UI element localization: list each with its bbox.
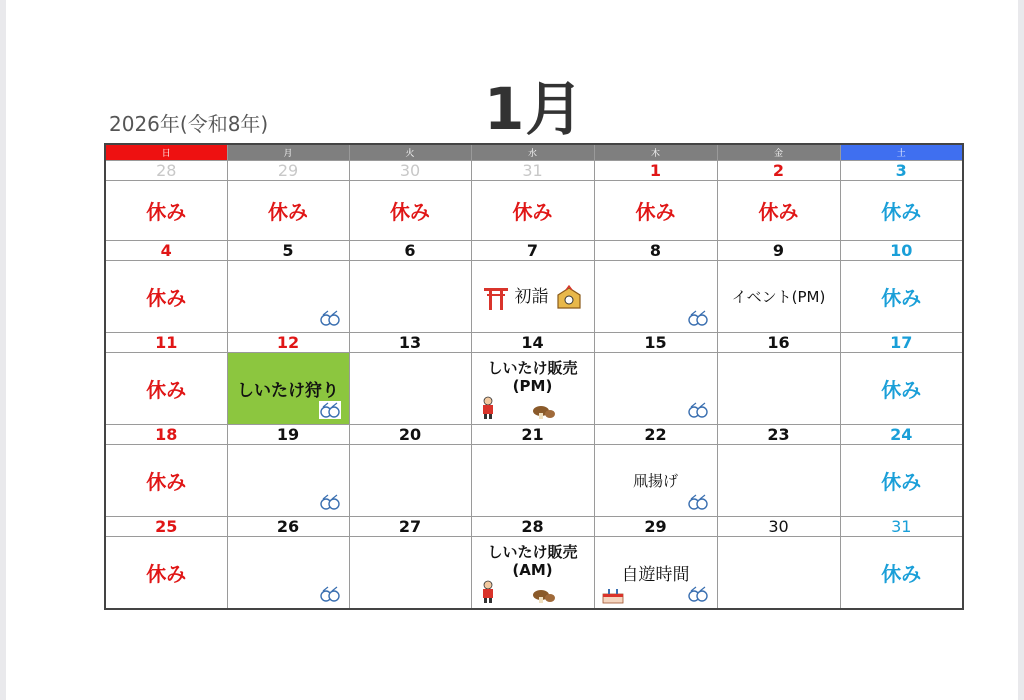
date-cell: 9 (717, 241, 840, 261)
event-label: 初詣 (514, 287, 549, 308)
shoes-icon (319, 585, 341, 603)
date-cell: 22 (594, 425, 717, 445)
holiday-label: 休み (758, 200, 799, 224)
event-label: しいたけ狩り (237, 381, 339, 401)
shoes-icon (319, 309, 341, 327)
day-cell (717, 181, 840, 241)
shoes-icon (319, 401, 341, 419)
date-cell: 15 (594, 333, 717, 353)
event-label: 凧揚げ (632, 472, 678, 490)
day-cell (471, 353, 594, 425)
day-cell (471, 537, 594, 610)
day-cell (105, 445, 227, 517)
person-icon (478, 580, 498, 604)
date-cell: 26 (227, 517, 349, 537)
month-title: 1月 (484, 75, 585, 143)
week-2-dates (105, 241, 963, 261)
year-label: 2026年(令和8年) (109, 112, 269, 136)
shoes-icon (319, 493, 341, 511)
day-cell (227, 537, 349, 610)
day-cell (105, 261, 227, 333)
day-cell (471, 181, 594, 241)
holiday-label: 休み (881, 200, 922, 224)
weekday-sat: 土 (840, 144, 963, 161)
event-line: (PM) (512, 377, 553, 395)
date-cell: 8 (594, 241, 717, 261)
date-cell: 21 (471, 425, 594, 445)
weekday-thu: 木 (594, 144, 717, 161)
holiday-label: 休み (146, 562, 187, 586)
date-cell: 20 (349, 425, 471, 445)
date-cell: 1 (594, 161, 717, 181)
date-cell: 16 (717, 333, 840, 353)
day-cell (594, 445, 717, 517)
date-cell: 5 (227, 241, 349, 261)
event-label (472, 359, 594, 395)
date-cell: 23 (717, 425, 840, 445)
date-cell: 29 (227, 161, 349, 181)
day-cell (105, 181, 227, 241)
weekday-header-row (105, 144, 963, 161)
week-5-events (105, 537, 963, 610)
date-cell: 4 (105, 241, 227, 261)
calendar-grid (104, 143, 964, 610)
day-cell (349, 445, 471, 517)
day-cell (594, 537, 717, 610)
ema-icon (555, 285, 583, 311)
week-2-events (105, 261, 963, 333)
weekday-tue: 火 (349, 144, 471, 161)
day-cell (717, 353, 840, 425)
date-cell: 28 (471, 517, 594, 537)
holiday-label: 休み (146, 378, 187, 402)
day-cell (840, 181, 963, 241)
event-line: (AM) (512, 561, 553, 579)
highlighted-day-cell (227, 353, 349, 425)
weekday-fri: 金 (717, 144, 840, 161)
holiday-label: 休み (635, 200, 676, 224)
holiday-label: 休み (146, 286, 187, 310)
day-cell (227, 181, 349, 241)
date-cell: 6 (349, 241, 471, 261)
day-cell (349, 353, 471, 425)
date-cell: 13 (349, 333, 471, 353)
event-line: しいたけ販売 (487, 359, 578, 377)
day-cell (594, 181, 717, 241)
day-cell (840, 537, 963, 610)
day-cell (349, 537, 471, 610)
day-cell (471, 445, 594, 517)
weekday-mon: 月 (227, 144, 349, 161)
day-cell (717, 261, 840, 333)
day-cell (717, 537, 840, 610)
mushroom-icon (532, 586, 556, 604)
week-4-dates (105, 425, 963, 445)
torii-icon (483, 285, 509, 311)
day-cell (594, 353, 717, 425)
day-cell (717, 445, 840, 517)
calendar-sheet (6, 0, 1018, 700)
shoes-icon (687, 401, 709, 419)
date-cell: 24 (840, 425, 963, 445)
holiday-label: 休み (881, 470, 922, 494)
week-5-dates (105, 517, 963, 537)
date-cell: 18 (105, 425, 227, 445)
date-cell: 25 (105, 517, 227, 537)
day-cell (227, 445, 349, 517)
week-1-events (105, 181, 963, 241)
holiday-label: 休み (881, 378, 922, 402)
day-cell (227, 261, 349, 333)
shoes-icon (687, 493, 709, 511)
day-cell (840, 445, 963, 517)
shoes-icon (687, 309, 709, 327)
date-cell: 31 (471, 161, 594, 181)
date-cell: 10 (840, 241, 963, 261)
date-cell: 3 (840, 161, 963, 181)
day-cell (349, 261, 471, 333)
event-label (472, 543, 594, 579)
week-1-dates (105, 161, 963, 181)
event-line: しいたけ販売 (487, 543, 578, 561)
event-label: イベント(PM) (731, 288, 826, 306)
day-cell (594, 261, 717, 333)
holiday-label: 休み (512, 200, 553, 224)
day-cell (840, 261, 963, 333)
date-cell: 31 (840, 517, 963, 537)
holiday-label: 休み (881, 286, 922, 310)
event-label: 自遊時間 (621, 565, 690, 585)
date-cell: 19 (227, 425, 349, 445)
holiday-label: 休み (390, 200, 430, 224)
date-cell: 30 (717, 517, 840, 537)
holiday-label: 休み (268, 200, 308, 224)
holiday-label: 休み (146, 470, 187, 494)
day-cell (840, 353, 963, 425)
day-cell (471, 261, 594, 333)
date-cell: 30 (349, 161, 471, 181)
date-cell: 14 (471, 333, 594, 353)
date-cell: 2 (717, 161, 840, 181)
week-3-dates (105, 333, 963, 353)
holiday-label: 休み (146, 200, 187, 224)
day-cell (105, 353, 227, 425)
date-cell: 29 (594, 517, 717, 537)
day-cell (349, 181, 471, 241)
shoes-icon (687, 585, 709, 603)
cake-icon (601, 586, 625, 604)
date-cell: 27 (349, 517, 471, 537)
date-cell: 12 (227, 333, 349, 353)
week-4-events (105, 445, 963, 517)
day-cell (105, 537, 227, 610)
week-3-events (105, 353, 963, 425)
date-cell: 17 (840, 333, 963, 353)
weekday-wed: 水 (471, 144, 594, 161)
date-cell: 28 (105, 161, 227, 181)
weekday-sun: 日 (105, 144, 227, 161)
date-cell: 11 (105, 333, 227, 353)
person-icon (478, 396, 498, 420)
date-cell: 7 (471, 241, 594, 261)
holiday-label: 休み (881, 562, 922, 586)
mushroom-icon (532, 402, 556, 420)
